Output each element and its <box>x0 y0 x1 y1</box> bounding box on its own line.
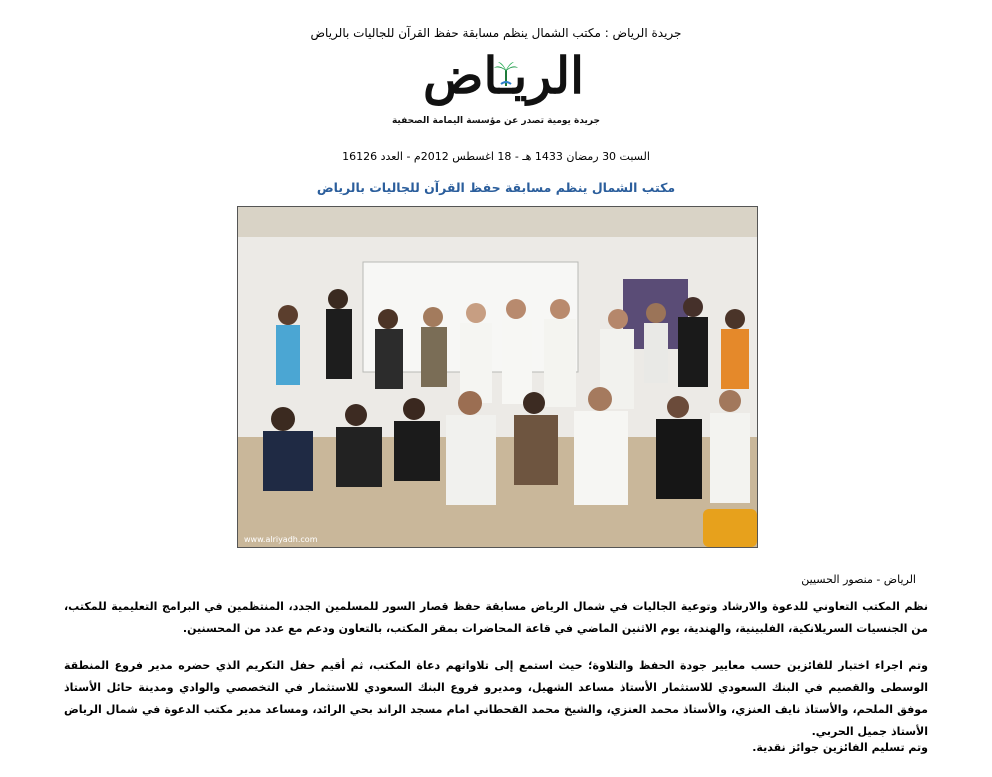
article-photo <box>237 206 758 548</box>
article-headline: مكتب الشمال ينظم مسابقة حفظ القرآن للجاليات بالرياض <box>316 180 676 195</box>
logo-tagline: جريدة يومية تصدر عن مؤسسة اليمامة الصحفية <box>391 116 601 126</box>
logo-wordmark: الريـاض <box>423 46 584 105</box>
paragraph-text: وتم تسليم الفائزين جوائز نقدية. <box>752 741 928 754</box>
article-byline: الرياض - منصور الحسيين <box>801 573 916 586</box>
page-title: جريدة الرياض : مكتب الشمال ينظم مسابقة حفظ القرآن للجاليات بالرياض <box>310 26 682 40</box>
group-photo-image <box>238 207 757 547</box>
article-paragraph <box>64 655 928 743</box>
article-paragraph <box>64 596 928 640</box>
paragraph-text: وتم اجراء اختبار للفائزين حسب معايير جودة الحفظ والتلاوة؛ حيث استمع إلى تلاواتهم دعاة المكتب، ثم أقيم حفل التكريم الذي حضره مدير فروع المنطقة الوسطى والقصيم في البنك السعودي للاستثمار الأستاذ مساعد الشهيل، ومديرو فروع البنك السعودي للاستثمار في التخصصي والوادي ومدينة حائل الأستاذ موفق الملحم، والأستاذ نايف العنزي، والأستاذ محمد العنزي، والشيخ محمد القحطاني امام مسجد الراند بحي الرائد، ومساعد مدير مكتب الدعوة في شمال الرياض الأستاذ جميل الحربي. <box>64 659 928 738</box>
photo-watermark: www.alriyadh.com <box>244 535 318 544</box>
article-paragraph <box>64 737 928 759</box>
paragraph-text: نظم المكتب التعاوني للدعوة والارشاد وتوعية الجاليات في شمال الرياض مسابقة حفظ قصار السور للمسلمين الجدد، المنتظمين في البرامج التعليمية للمكتب، من الجنسيات السريلانكية، الفلبينية، والهندية، يوم الاثنين الماضي في قاعة المحاضرات بمقر المكتب، بالتعاون ودعم مع عدد من المحسنين. <box>64 600 928 635</box>
issue-dateline: السبت 30 رمضان 1433 هـ - 18 اغسطس 2012م - العدد 16126 <box>342 150 650 163</box>
